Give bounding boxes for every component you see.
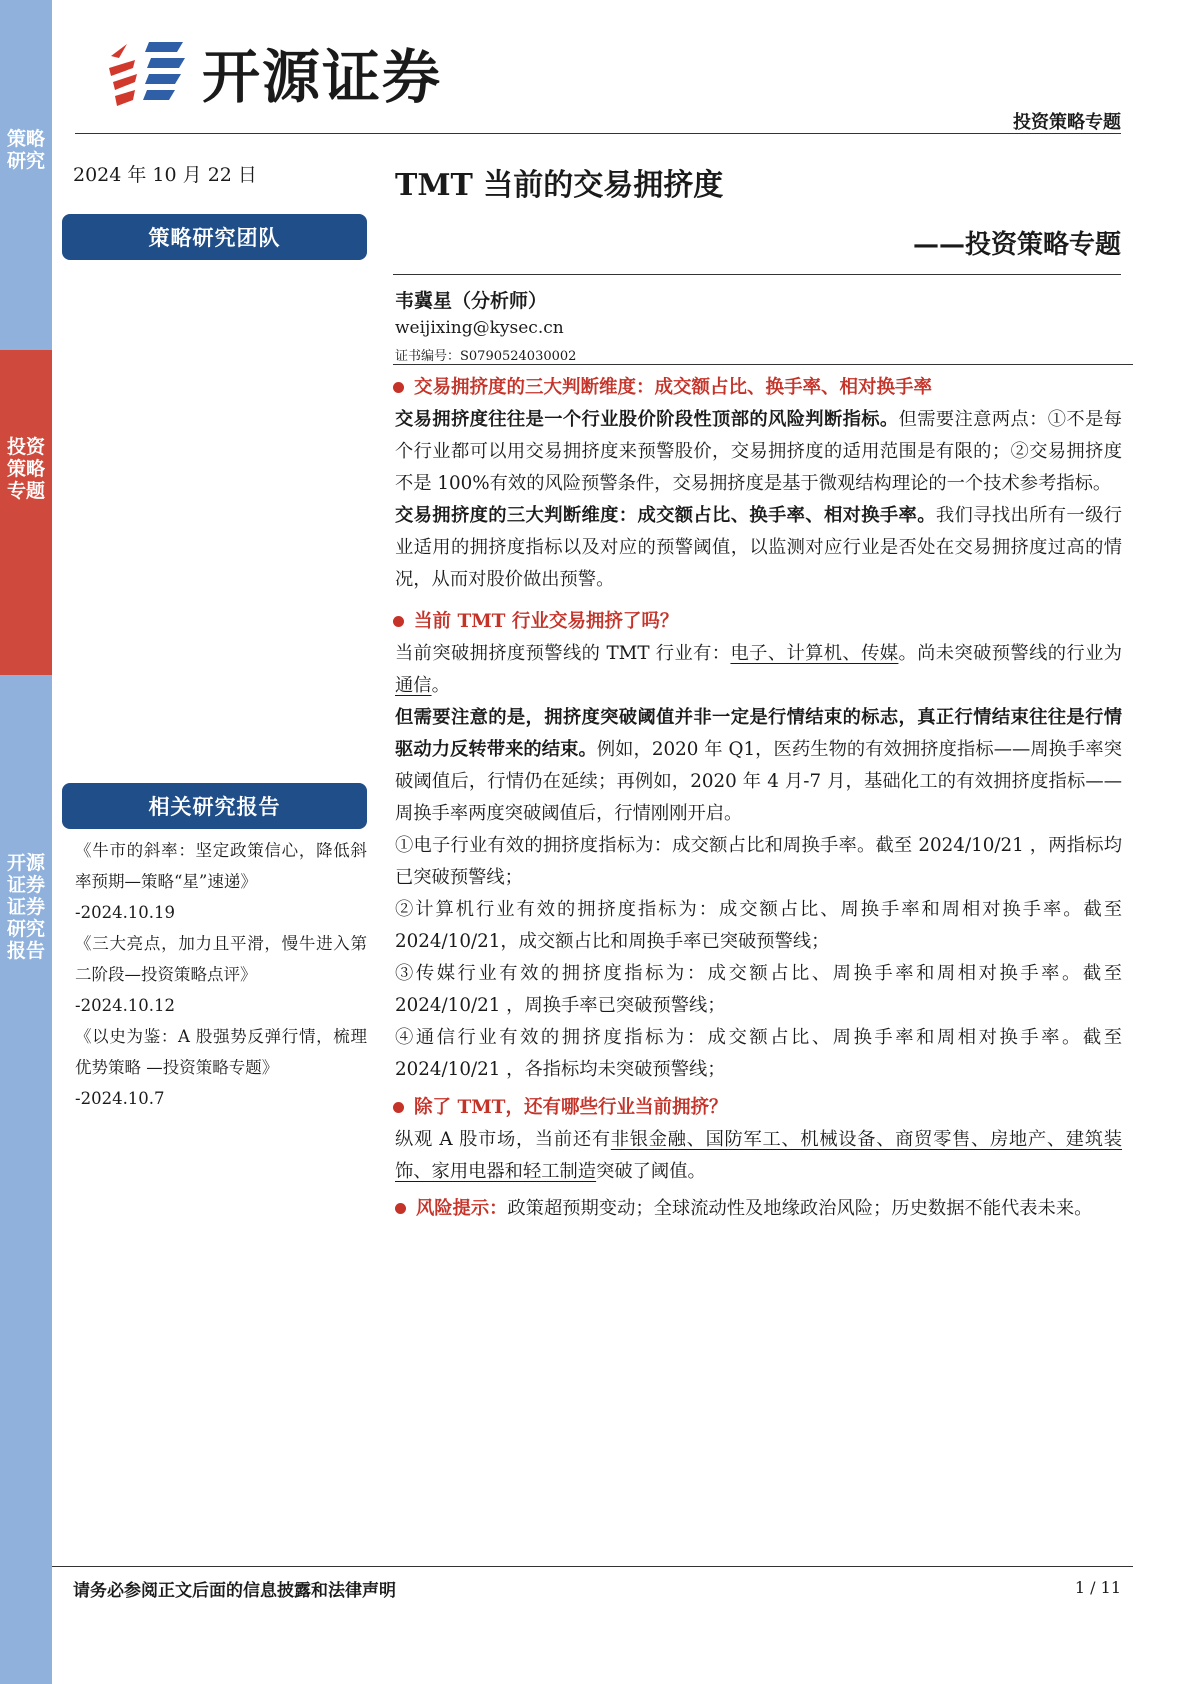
risk-note: 风险提示：政策超预期变动；全球流动性及地缘政治风险；历史数据不能代表未来。 bbox=[395, 1196, 1122, 1222]
list-item: ①电子行业有效的拥挤度指标为：成交额占比和周换手率。截至 2024/10/21 ，两指标均已突破预警线； bbox=[395, 835, 1122, 888]
list-item: ④通信行业有效的拥挤度指标为：成交额占比、周换手率和周相对换手率。截至 2024/10/21 ，各指标均未突破预警线； bbox=[395, 1027, 1122, 1080]
paragraph: 纵观 A 股市场，当前还有非银金融、国防军工、机械设备、商贸零售、房地产、建筑装饰、家用电器和轻工制造突破了阈值。 bbox=[395, 1129, 1123, 1182]
header-divider bbox=[75, 133, 1121, 134]
list-item: ②计算机行业有效的拥挤度指标为：成交额占比、周换手率和周相对换手率。截至 2024/10/21，成交额占比和周换手率已突破预警线； bbox=[395, 899, 1122, 952]
related-reports-heading: 相关研究报告 bbox=[62, 783, 367, 829]
related-report-title[interactable]: 《三大亮点，加力且平滑，慢牛进入第二阶段—投资策略点评》 bbox=[75, 934, 367, 984]
paragraph: 但需要注意的是，拥挤度突破阈值并非一定是行情结束的标志，真正行情结束往往是行情驱动力反转带来的结束。例如，2020 年 Q1，医药生物的有效拥挤度指标——周换手率突破阈值后，行情仍在延续；再例如，2020 年 4 月-7 月，基础化工的有效拥挤度指标——周换手率两度突破阈值后，行情刚刚开启。 bbox=[395, 707, 1123, 824]
title-divider bbox=[393, 274, 1121, 275]
kaiyuan-logo-icon bbox=[105, 38, 190, 110]
related-report-date: -2024.10.7 bbox=[75, 1089, 165, 1108]
list-item: ③传媒行业有效的拥挤度指标为：成交额占比、周换手率和周相对换手率。截至 2024/10/21 ，周换手率已突破预警线； bbox=[395, 963, 1122, 1016]
bullet-dot-icon bbox=[393, 382, 404, 393]
author-divider bbox=[393, 364, 1133, 365]
report-title: TMT 当前的交易拥挤度 bbox=[395, 168, 724, 203]
related-report-date: -2024.10.19 bbox=[75, 903, 176, 922]
footer-divider bbox=[52, 1566, 1133, 1567]
report-subtitle: ——投资策略专题 bbox=[912, 230, 1121, 260]
logo-wordmark: 开源证券 bbox=[202, 43, 443, 111]
analyst-certificate: 证书编号：S0790524030002 bbox=[395, 349, 577, 364]
footer-disclaimer: 请务必参阅正文后面的信息披露和法律声明 bbox=[73, 1581, 396, 1601]
header-topic: 投资策略专题 bbox=[1013, 112, 1121, 133]
related-report-title[interactable]: 《牛市的斜率：坚定政策信心，降低斜率预期—策略“星”速递》 bbox=[75, 841, 367, 891]
related-reports-list bbox=[75, 835, 367, 1114]
page-number: 1 / 11 bbox=[1074, 1578, 1121, 1597]
main-content bbox=[395, 372, 1122, 1222]
bullet-dot-icon bbox=[393, 1102, 404, 1113]
side-band-top bbox=[0, 0, 52, 350]
section-heading-2: 当前 TMT 行业交易拥挤了吗？ bbox=[395, 606, 1122, 638]
side-band-bottom bbox=[0, 675, 52, 1684]
analyst-email[interactable]: weijixing@kysec.cn bbox=[395, 318, 564, 338]
bullet-dot-icon bbox=[395, 1203, 406, 1214]
bullet-dot-icon bbox=[393, 616, 404, 627]
related-report-title[interactable]: 《以史为鉴：A 股强势反弹行情，梳理优势策略 —投资策略专题》 bbox=[75, 1027, 367, 1077]
paragraph: 交易拥挤度的三大判断维度：成交额占比、换手率、相对换手率。我们寻找出所有一级行业适用的拥挤度指标以及对应的预警阈值，以监测对应行业是否处在交易拥挤度过高的情况，从而对股价做出预警。 bbox=[395, 505, 1123, 590]
paragraph: 当前突破拥挤度预警线的 TMT 行业有：电子、计算机、传媒。尚未突破预警线的行业为通信。 bbox=[395, 643, 1123, 696]
related-report-date: -2024.10.12 bbox=[75, 996, 176, 1015]
section-heading-3: 除了 TMT，还有哪些行业当前拥挤？ bbox=[395, 1092, 1122, 1124]
side-band-middle bbox=[0, 350, 52, 675]
section-heading-1: 交易拥挤度的三大判断维度：成交额占比、换手率、相对换手率 bbox=[395, 372, 1122, 404]
report-date: 2024 年 10 月 22 日 bbox=[73, 164, 257, 186]
paragraph: 交易拥挤度往往是一个行业股价阶段性顶部的风险判断指标。但需要注意两点：①不是每个行业都可以用交易拥挤度来预警股价，交易拥挤度的适用范围是有限的；②交易拥挤度不是 100%有效的风险预警条件，交易拥挤度是基于微观结构理论的一个技术参考指标。 bbox=[395, 409, 1122, 494]
team-heading: 策略研究团队 bbox=[62, 214, 367, 260]
side-label-strategy-research: 策略研究 bbox=[6, 128, 45, 172]
analyst-name: 韦冀星（分析师） bbox=[395, 290, 548, 312]
side-label-topic: 投资策略专题 bbox=[6, 436, 45, 502]
side-label-brokerage-report: 开源证券证券研究报告 bbox=[6, 852, 45, 962]
